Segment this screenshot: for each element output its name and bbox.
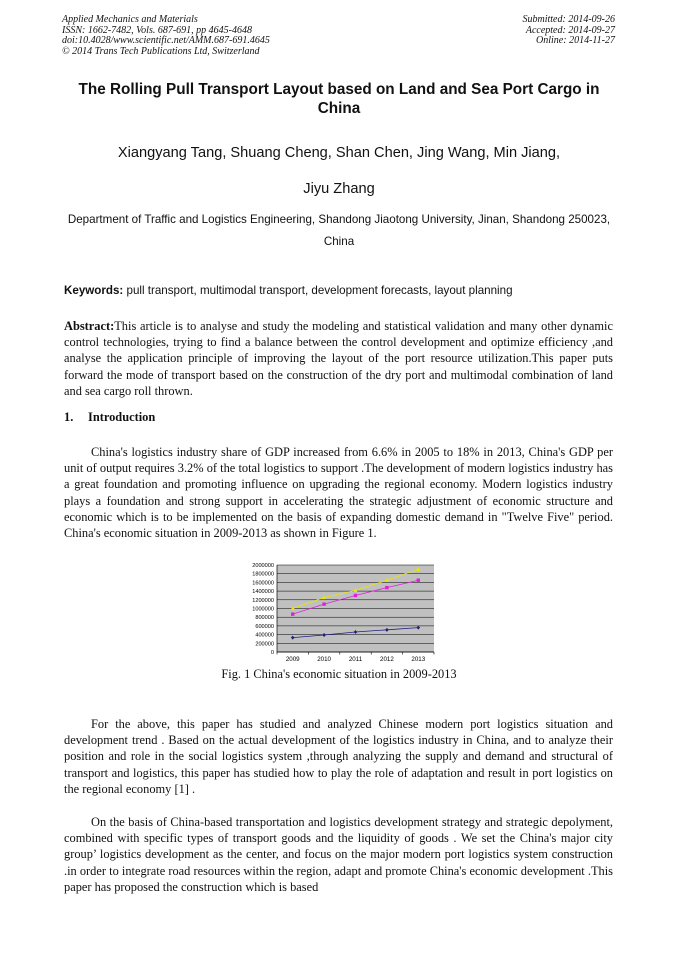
- intro-paragraph-2: For the above, this paper has studied and analyzed Chinese modern port logistics situation and development trend . Based on the actual development of the logistics industry in China, and to analyze their position and role in the social logistics system ,through analyzing the supply and demand and structural of transport and logistics, this paper has studied how to play the role of adaptation and result in port logistics on the regional economy [1] .: [64, 717, 613, 796]
- y-tick-label: 1800000: [252, 571, 274, 578]
- y-tick-label: 1000000: [252, 606, 274, 613]
- online-date: Online: 2014-11-27: [536, 35, 615, 47]
- journal-header-left: [62, 15, 270, 57]
- journal-header-right: [523, 15, 616, 47]
- x-tick-label: 2013: [411, 656, 426, 663]
- keywords-text: pull transport, multimodal transport, development forecasts, layout planning: [123, 284, 513, 297]
- affiliation: Department of Traffic and Logistics Engineering, Shandong Jiaotong University, Jinan, Shandong 250023, China: [67, 213, 611, 248]
- keywords-label: Keywords:: [64, 284, 124, 297]
- y-axis: [252, 563, 277, 656]
- abstract-label: Abstract:: [64, 319, 115, 333]
- y-tick-label: 200000: [255, 641, 274, 648]
- data-point: [417, 579, 420, 582]
- x-tick-label: 2009: [285, 656, 300, 663]
- doi-line: doi:10.4028/www.scientific.net/AMM.687-691.4645: [62, 35, 270, 47]
- abstract: [64, 318, 613, 399]
- issn-line: ISSN: 1662-7482, Vols. 687-691, pp 4645-4648: [62, 24, 252, 36]
- y-tick-label: 400000: [255, 632, 274, 639]
- y-tick-label: 2000000: [252, 563, 274, 569]
- copyright-line: © 2014 Trans Tech Publications Ltd, Switzerland: [62, 45, 260, 57]
- x-tick-label: 2011: [348, 656, 363, 663]
- accepted-date: Accepted: 2014-09-27: [525, 24, 615, 36]
- abstract-text: This article is to analyse and study the modeling and statistical validation and many other dynamic control technologies, trying to find a balance between the control development and optimize efficiency ,and analyse the application principle of improving the layout of the port resource utilization.This paper puts forward the mode of transport based on the construction of the dry port and multimodal combination of land and sea cargo roll thrown.: [64, 319, 613, 398]
- section-heading-introduction: [64, 410, 155, 425]
- keywords: [64, 283, 618, 298]
- figure-caption: Fig. 1 China's economic situation in 2009-2013: [221, 667, 457, 681]
- intro-paragraph-3: On the basis of China-based transportation and logistics development strategy and strategic depolyment, combined with specific types of transport goods and the liquidity of goods . We set the China's major city group’ logistics development as the center, and focus on the major modern port logistics system construction .in order to integrate road resources within the region, adapt and promote China's economic development .This paper has proposed the construction which is based: [64, 815, 613, 894]
- section-title: Introduction: [88, 410, 156, 424]
- y-tick-label: 1400000: [252, 589, 274, 596]
- x-axis: [277, 652, 434, 663]
- journal-name: Applied Mechanics and Materials: [62, 14, 198, 25]
- y-tick-label: 0: [270, 650, 274, 656]
- authors-line-2: Jiyu Zhang: [303, 181, 375, 197]
- intro-paragraph-1: China's logistics industry share of GDP increased from 6.6% in 2005 to 18% in 2013, China's GDP per unit of output requires 3.2% of the total logistics to support .The development of modern logistics industry has a great foundation and promoting influence on upgrading the regional economy. Modern logistics industry plays a foundation and strong support in accelerating the strategic adjustment of economic structure and economic which is to be implemented on the basis of expanding domestic demand in "Twelve Five" period. China's economic situation in 2009-2013 as shown in Figure 1.: [64, 445, 613, 541]
- data-point: [385, 586, 388, 589]
- y-tick-label: 1600000: [252, 580, 274, 587]
- authors-line-1: Xiangyang Tang, Shuang Cheng, Shan Chen, Jing Wang, Min Jiang,: [117, 145, 561, 161]
- paper-title: The Rolling Pull Transport Layout based on Land and Sea Port Cargo in China: [78, 81, 600, 117]
- x-tick-label: 2012: [380, 656, 394, 663]
- data-point: [322, 602, 325, 605]
- economic-situation-chart: [238, 562, 438, 667]
- data-point: [291, 612, 294, 615]
- author-list: [60, 135, 618, 207]
- submitted-date: Submitted: 2014-09-26: [522, 14, 615, 25]
- y-tick-label: 600000: [255, 623, 274, 630]
- x-tick-label: 2010: [317, 656, 331, 663]
- y-tick-label: 1200000: [252, 597, 274, 604]
- y-tick-label: 800000: [255, 615, 274, 622]
- data-point: [354, 594, 357, 597]
- section-number: 1.: [64, 410, 74, 424]
